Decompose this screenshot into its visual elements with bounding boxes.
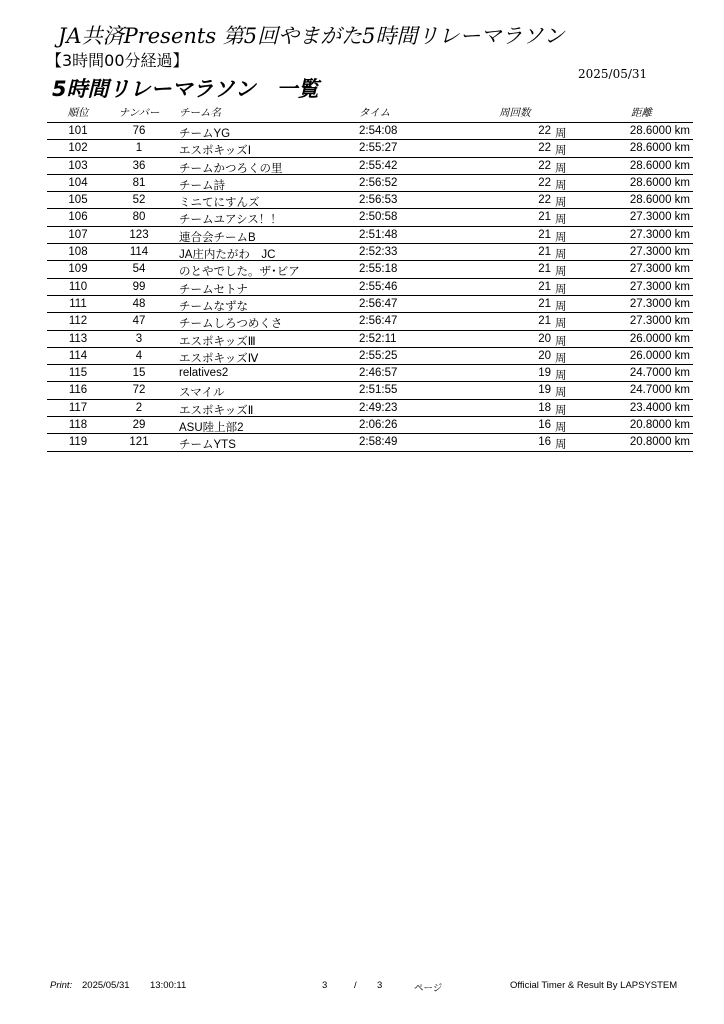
distance-cell: 27.3000 km	[629, 228, 690, 241]
table-row	[47, 365, 693, 382]
rank-cell: 108	[68, 246, 88, 259]
time-cell: 2:50:58	[359, 211, 398, 224]
laps-cell: 18	[538, 401, 551, 414]
laps-unit: 周	[555, 179, 567, 192]
distance-cell: 26.0000 km	[629, 349, 690, 362]
team-cell: チームかつろくの里	[179, 162, 283, 175]
list-title: 5時間リレーマラソン 一覧	[52, 77, 319, 101]
number-cell: 114	[129, 246, 149, 259]
laps-cell: 22	[538, 176, 551, 189]
team-cell: スマイル	[179, 387, 225, 400]
time-cell: 2:49:23	[359, 401, 398, 414]
laps-unit: 周	[555, 145, 567, 158]
laps-cell: 21	[538, 246, 551, 259]
distance-cell: 23.4000 km	[629, 401, 690, 414]
rank-cell: 113	[68, 332, 88, 345]
distance-cell: 28.6000 km	[629, 176, 690, 189]
laps-cell: 22	[538, 125, 551, 137]
team-cell: エスポキッズⅢ	[179, 335, 256, 348]
table-row	[47, 192, 693, 209]
distance-cell: 27.3000 km	[629, 297, 690, 310]
time-cell: 2:06:26	[359, 419, 398, 432]
team-cell: JA庄内たがわ JC	[179, 249, 276, 262]
distance-cell: 20.8000 km	[629, 436, 690, 449]
laps-unit: 周	[555, 318, 567, 331]
team-cell: チームユアシス！！	[179, 214, 282, 227]
rank-cell: 102	[68, 142, 88, 155]
header-time: タイム	[359, 107, 391, 119]
table-row	[47, 123, 693, 140]
laps-cell: 19	[538, 384, 551, 397]
number-cell: 99	[132, 280, 146, 293]
laps-unit: 周	[555, 335, 567, 348]
distance-cell: 26.0000 km	[629, 332, 690, 345]
report-date: 2025/05/31	[578, 67, 648, 81]
page-total: 3	[377, 980, 383, 991]
distance-cell: 27.3000 km	[629, 211, 690, 224]
laps-unit: 周	[555, 439, 567, 452]
table-row	[47, 175, 693, 192]
table-row	[47, 140, 693, 157]
laps-unit: 周	[555, 231, 567, 244]
rank-cell: 104	[68, 176, 88, 189]
distance-cell: 24.7000 km	[629, 384, 690, 397]
page-separator: /	[354, 980, 357, 991]
distance-cell: 28.6000 km	[629, 142, 690, 155]
team-cell: エスポキッズⅠ	[179, 145, 252, 158]
team-cell: ミニてにすんズ	[179, 197, 260, 210]
header-laps: 周回数	[499, 107, 531, 119]
number-cell: 47	[132, 315, 146, 328]
rank-cell: 119	[68, 436, 88, 449]
laps-cell: 21	[538, 211, 551, 224]
laps-unit: 周	[555, 370, 567, 383]
team-cell: エスポキッズⅣ	[179, 352, 259, 365]
team-cell: チームYTS	[179, 439, 236, 452]
time-cell: 2:56:47	[359, 297, 398, 310]
table-row	[47, 313, 693, 330]
team-cell: チームなずな	[179, 300, 248, 313]
number-cell: 54	[132, 263, 146, 276]
table-row	[47, 261, 693, 278]
rank-cell: 115	[68, 367, 88, 380]
laps-cell: 19	[538, 367, 551, 380]
distance-cell: 20.8000 km	[629, 419, 690, 432]
laps-unit: 周	[555, 422, 567, 435]
laps-unit: 周	[555, 300, 567, 313]
number-cell: 15	[132, 367, 146, 380]
time-cell: 2:56:53	[359, 194, 398, 207]
laps-cell: 22	[538, 142, 551, 155]
number-cell: 81	[132, 176, 146, 189]
rank-cell: 116	[68, 384, 88, 397]
time-cell: 2:55:27	[359, 142, 398, 155]
time-cell: 2:55:25	[359, 349, 398, 362]
page-current: 3	[322, 980, 328, 991]
laps-cell: 22	[538, 194, 551, 207]
laps-cell: 21	[538, 315, 551, 328]
laps-unit: 周	[555, 162, 567, 175]
print-time: 13:00:11	[150, 980, 187, 991]
time-cell: 2:56:47	[359, 315, 398, 328]
table-row	[47, 158, 693, 175]
header-team: チーム名	[179, 107, 221, 119]
laps-cell: 21	[538, 297, 551, 310]
team-cell: relatives2	[179, 367, 229, 380]
number-cell: 48	[132, 297, 146, 310]
time-cell: 2:51:48	[359, 228, 398, 241]
laps-cell: 21	[538, 263, 551, 276]
team-cell: チーム詩	[179, 179, 225, 192]
rank-cell: 101	[68, 125, 88, 137]
distance-cell: 28.6000 km	[629, 125, 690, 137]
number-cell: 123	[129, 228, 149, 241]
results-table	[47, 102, 693, 452]
distance-cell: 27.3000 km	[629, 280, 690, 293]
laps-cell: 20	[538, 349, 551, 362]
number-cell: 76	[132, 125, 146, 137]
rank-cell: 118	[68, 419, 88, 432]
laps-cell: 22	[538, 159, 551, 172]
time-cell: 2:51:55	[359, 384, 398, 397]
number-cell: 3	[135, 332, 143, 345]
laps-cell: 16	[538, 436, 551, 449]
number-cell: 4	[135, 349, 143, 362]
rank-cell: 111	[69, 297, 87, 310]
time-cell: 2:55:46	[359, 280, 398, 293]
table-row	[47, 331, 693, 348]
distance-cell: 28.6000 km	[629, 194, 690, 207]
rank-cell: 114	[68, 349, 88, 362]
credit: Official Timer & Result By LAPSYSTEM	[510, 980, 678, 991]
laps-cell: 16	[538, 419, 551, 432]
laps-unit: 周	[555, 266, 567, 279]
laps-unit: 周	[555, 214, 567, 227]
laps-unit: 周	[555, 404, 567, 417]
team-cell: 連合会チームB	[179, 231, 256, 244]
time-cell: 2:56:52	[359, 176, 398, 189]
laps-unit: 周	[555, 352, 567, 365]
distance-cell: 24.7000 km	[629, 367, 690, 380]
time-cell: 2:52:33	[359, 246, 398, 259]
print-date: 2025/05/31	[82, 980, 130, 991]
distance-cell: 27.3000 km	[629, 246, 690, 259]
time-cell: 2:46:57	[359, 367, 398, 380]
table-row	[47, 279, 693, 296]
team-cell: チームセトナ	[179, 283, 248, 296]
rank-cell: 112	[68, 315, 88, 328]
rank-cell: 105	[68, 194, 88, 207]
table-row	[47, 296, 693, 313]
team-cell: エスポキッズⅡ	[179, 404, 254, 417]
elapsed-time-label: 【3時間00分経過】	[46, 51, 189, 70]
laps-cell: 21	[538, 280, 551, 293]
table-row	[47, 382, 693, 399]
rank-cell: 103	[68, 159, 88, 172]
header-number: ナンバー	[118, 107, 160, 119]
rank-cell: 107	[68, 228, 88, 241]
team-cell: チームYG	[179, 128, 231, 140]
header-rank: 順位	[67, 107, 89, 119]
distance-cell: 27.3000 km	[629, 315, 690, 328]
table-body	[47, 123, 693, 452]
number-cell: 80	[132, 211, 146, 224]
laps-cell: 20	[538, 332, 551, 345]
rank-cell: 117	[68, 401, 88, 414]
rank-cell: 106	[68, 211, 88, 224]
distance-cell: 28.6000 km	[629, 159, 690, 172]
laps-cell: 21	[538, 228, 551, 241]
number-cell: 36	[132, 159, 146, 172]
table-row	[47, 417, 693, 434]
team-cell: チームしろつめくさ	[179, 318, 283, 331]
laps-unit: 周	[555, 197, 567, 210]
laps-unit: 周	[555, 249, 567, 262]
header-distance: 距離	[631, 107, 652, 119]
table-row	[47, 227, 693, 244]
team-cell: のとやでした。ザ･ビア	[179, 266, 300, 279]
laps-unit: 周	[555, 283, 567, 296]
number-cell: 29	[132, 419, 146, 432]
table-header	[47, 102, 693, 123]
laps-unit: 周	[555, 387, 567, 400]
time-cell: 2:52:11	[359, 332, 397, 345]
page-footer	[0, 980, 724, 994]
table-row	[47, 348, 693, 365]
table-row	[47, 244, 693, 261]
table-row	[47, 434, 693, 451]
team-cell: ASU陸上部2	[179, 422, 244, 435]
print-label: Print:	[50, 980, 73, 991]
event-title: JA共済Presents 第5回やまがた5時間リレーマラソン	[58, 24, 565, 48]
time-cell: 2:55:18	[359, 263, 398, 276]
table-row	[47, 209, 693, 226]
rank-cell: 110	[68, 280, 88, 293]
number-cell: 121	[129, 436, 149, 449]
rank-cell: 109	[68, 263, 88, 276]
table-row	[47, 400, 693, 417]
page-label: ページ	[414, 983, 443, 994]
time-cell: 2:58:49	[359, 436, 398, 449]
number-cell: 2	[135, 401, 143, 414]
number-cell: 72	[132, 384, 146, 397]
distance-cell: 27.3000 km	[629, 263, 690, 276]
number-cell: 52	[132, 194, 146, 207]
laps-unit: 周	[555, 128, 567, 140]
time-cell: 2:54:08	[359, 125, 398, 137]
number-cell: 1	[135, 142, 143, 155]
time-cell: 2:55:42	[359, 159, 398, 172]
